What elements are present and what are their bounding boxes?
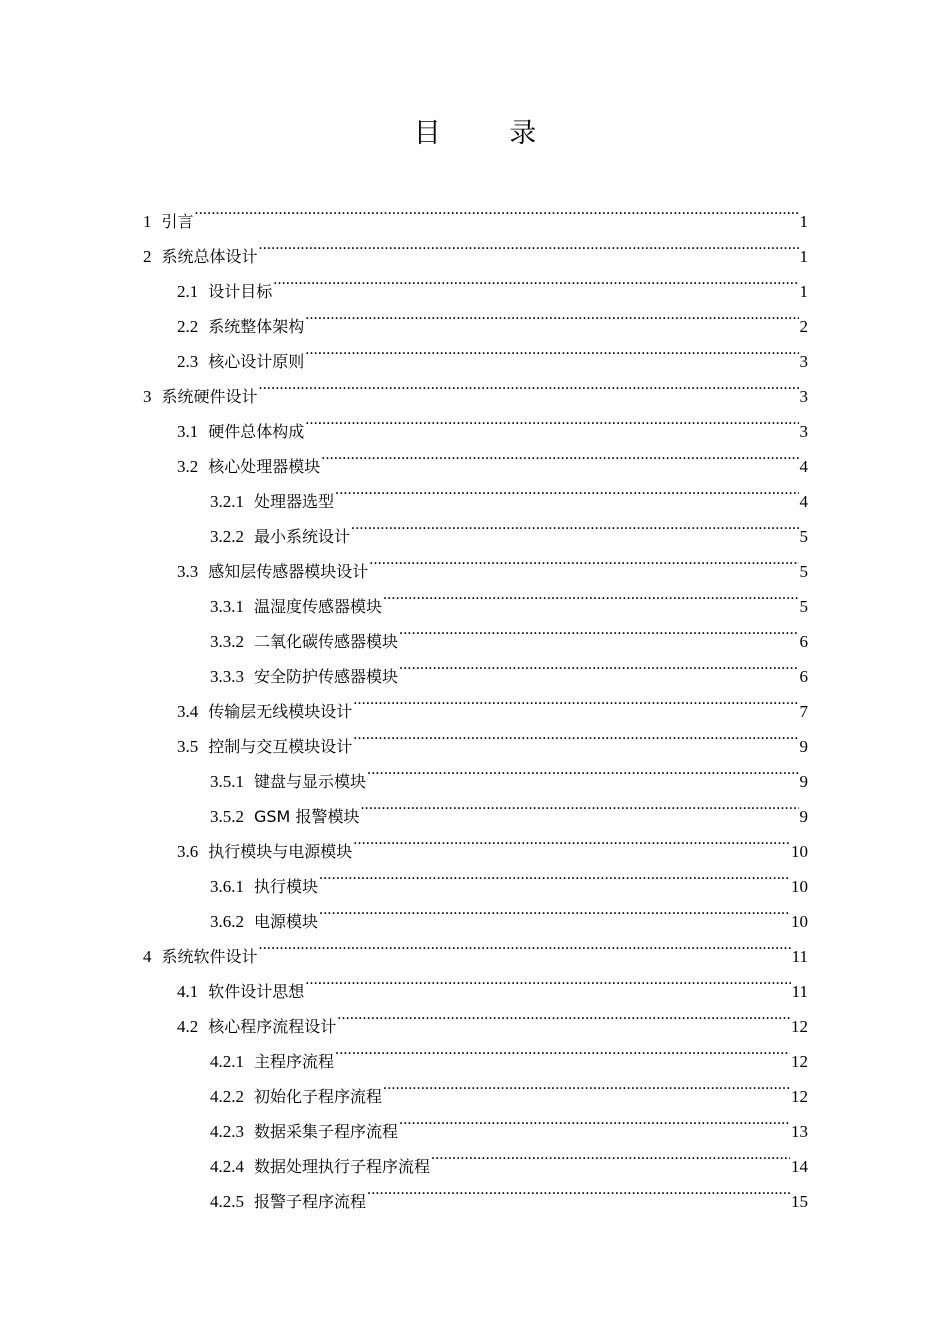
toc-entry-page-number: 12 xyxy=(791,1017,808,1036)
toc-entry-title: 引言 xyxy=(161,212,194,231)
toc-entry-title: 电源模块 xyxy=(254,912,319,931)
dot-leader xyxy=(399,612,798,647)
dot-leader xyxy=(335,1032,790,1067)
toc-entry-number: 2 xyxy=(143,247,152,266)
toc-entry-title: 软件设计思想 xyxy=(208,982,305,1001)
dot-leader xyxy=(273,262,798,297)
toc-entry-page-number: 11 xyxy=(791,947,808,966)
toc-entry-number: 3.6 xyxy=(177,842,199,861)
toc-entry-number: 4 xyxy=(143,947,152,966)
toc-entry-number: 4.2.1 xyxy=(210,1052,244,1071)
dot-leader xyxy=(360,787,798,822)
toc-entry-title: 键盘与显示模块 xyxy=(254,772,367,791)
toc-entry-title: 设计目标 xyxy=(208,282,273,301)
dot-leader xyxy=(367,1172,790,1207)
dot-leader xyxy=(305,402,798,437)
toc-entry-title: 数据处理执行子程序流程 xyxy=(254,1157,431,1176)
toc-entry-title: 二氧化碳传感器模块 xyxy=(254,632,399,651)
toc-entry-title: 核心设计原则 xyxy=(208,352,305,371)
toc-entry-title: 数据采集子程序流程 xyxy=(254,1122,399,1141)
toc-entry-title: 最小系统设计 xyxy=(254,527,351,546)
toc-entry-page-number: 3 xyxy=(799,387,808,406)
dot-leader xyxy=(367,752,798,787)
toc-entry-page-number: 10 xyxy=(791,912,808,931)
toc-entry-number: 3.2.2 xyxy=(210,527,244,546)
toc-entry-page-number: 1 xyxy=(799,212,808,231)
dot-leader xyxy=(353,822,790,857)
toc-entry-title: 核心程序流程设计 xyxy=(208,1017,337,1036)
toc-entry-title: 传输层无线模块设计 xyxy=(208,702,353,721)
dot-leader xyxy=(195,192,799,227)
toc-entry-number: 3.2 xyxy=(177,457,199,476)
toc-entry-page-number: 10 xyxy=(791,842,808,861)
dot-leader xyxy=(383,577,798,612)
toc-entry-title: 温湿度传感器模块 xyxy=(254,597,383,616)
dot-leader xyxy=(305,297,798,332)
toc-entry-page-number: 5 xyxy=(799,597,808,616)
toc-entry-page-number: 4 xyxy=(799,492,808,511)
dot-leader xyxy=(259,927,791,962)
toc-entry-number: 3.4 xyxy=(177,702,199,721)
dot-leader xyxy=(321,437,798,472)
toc-entry-title: 执行模块与电源模块 xyxy=(208,842,353,861)
toc-entry-title: 系统软件设计 xyxy=(161,947,258,966)
toc-entry-number: 4.2.4 xyxy=(210,1157,244,1176)
toc-entry-title: 执行模块 xyxy=(254,877,319,896)
toc-entry-number: 3 xyxy=(143,387,152,406)
toc-entry-title: 系统整体架构 xyxy=(208,317,305,336)
dot-leader xyxy=(337,997,790,1032)
dot-leader xyxy=(351,507,798,542)
dot-leader xyxy=(431,1137,790,1172)
toc-entry-page-number: 6 xyxy=(799,632,808,651)
toc-entry[interactable] xyxy=(143,192,808,231)
dot-leader xyxy=(399,1102,790,1137)
dot-leader xyxy=(353,682,798,717)
toc-entry-title: 主程序流程 xyxy=(254,1052,335,1071)
toc-entry-page-number: 2 xyxy=(799,317,808,336)
toc-entry-number: 2.2 xyxy=(177,317,199,336)
toc-entry-number: 1 xyxy=(143,212,152,231)
dot-leader xyxy=(319,857,790,892)
toc-entry-title: 核心处理器模块 xyxy=(208,457,321,476)
toc-entry-number: 3.3.1 xyxy=(210,597,244,616)
dot-leader xyxy=(319,892,790,927)
toc-entry-number: 3.5.2 xyxy=(210,807,244,826)
toc-entry-number: 3.6.2 xyxy=(210,912,244,931)
toc-entry-page-number: 11 xyxy=(791,982,808,1001)
dot-leader xyxy=(305,962,790,997)
toc-entry-page-number: 3 xyxy=(799,352,808,371)
toc-entry-page-number: 15 xyxy=(791,1192,808,1211)
toc-entry-title: 感知层传感器模块设计 xyxy=(208,562,369,581)
dot-leader xyxy=(335,472,798,507)
toc-entry-title: 系统硬件设计 xyxy=(161,387,258,406)
toc-entry-title: 系统总体设计 xyxy=(161,247,258,266)
toc-entry-page-number: 6 xyxy=(799,667,808,686)
dot-leader xyxy=(259,227,799,262)
toc-entry-page-number: 14 xyxy=(791,1157,808,1176)
toc-entry-number: 3.2.1 xyxy=(210,492,244,511)
toc-entry-page-number: 1 xyxy=(799,247,808,266)
toc-title: 目 录 xyxy=(413,118,567,149)
toc-entry-page-number: 12 xyxy=(791,1087,808,1106)
dot-leader xyxy=(383,1067,790,1102)
toc-entry-page-number: 3 xyxy=(799,422,808,441)
toc-entry-page-number: 9 xyxy=(799,772,808,791)
toc-entry-number: 2.1 xyxy=(177,282,199,301)
toc-entry-number: 4.2.3 xyxy=(210,1122,244,1141)
toc-entry-title: 控制与交互模块设计 xyxy=(208,737,353,756)
toc-entry-number: 4.2.2 xyxy=(210,1087,244,1106)
toc-entry-number: 3.5.1 xyxy=(210,772,244,791)
toc-entry-number: 4.1 xyxy=(177,982,199,1001)
toc-entry-page-number: 9 xyxy=(799,737,808,756)
toc-entry-number: 4.2 xyxy=(177,1017,199,1036)
toc-entry-title: 处理器选型 xyxy=(254,492,335,511)
toc-entry-title: 安全防护传感器模块 xyxy=(254,667,399,686)
toc-entry-number: 3.3.3 xyxy=(210,667,244,686)
toc-entry-title: GSM 报警模块 xyxy=(254,807,360,826)
toc-entry-page-number: 5 xyxy=(799,562,808,581)
toc-entry-title: 初始化子程序流程 xyxy=(254,1087,383,1106)
toc-entry-number: 4.2.5 xyxy=(210,1192,244,1211)
toc-entry-page-number: 1 xyxy=(799,282,808,301)
dot-leader xyxy=(399,647,798,682)
dot-leader xyxy=(369,542,798,577)
dot-leader xyxy=(353,717,798,752)
toc-entry[interactable] xyxy=(143,227,808,266)
toc-entry-number: 3.3 xyxy=(177,562,199,581)
toc-entry-page-number: 5 xyxy=(799,527,808,546)
toc-entry-title: 报警子程序流程 xyxy=(254,1192,367,1211)
toc-entry-number: 3.6.1 xyxy=(210,877,244,896)
table-of-contents xyxy=(143,192,808,1211)
toc-entry-title: 硬件总体构成 xyxy=(208,422,305,441)
toc-entry-page-number: 4 xyxy=(799,457,808,476)
dot-leader xyxy=(305,332,798,367)
dot-leader xyxy=(259,367,799,402)
toc-entry-page-number: 9 xyxy=(799,807,808,826)
toc-entry-page-number: 7 xyxy=(799,702,808,721)
toc-entry-page-number: 13 xyxy=(791,1122,808,1141)
toc-entry-number: 3.5 xyxy=(177,737,199,756)
toc-entry-number: 2.3 xyxy=(177,352,199,371)
toc-entry-page-number: 10 xyxy=(791,877,808,896)
toc-entry-page-number: 12 xyxy=(791,1052,808,1071)
toc-entry-number: 3.1 xyxy=(177,422,199,441)
toc-entry-number: 3.3.2 xyxy=(210,632,244,651)
